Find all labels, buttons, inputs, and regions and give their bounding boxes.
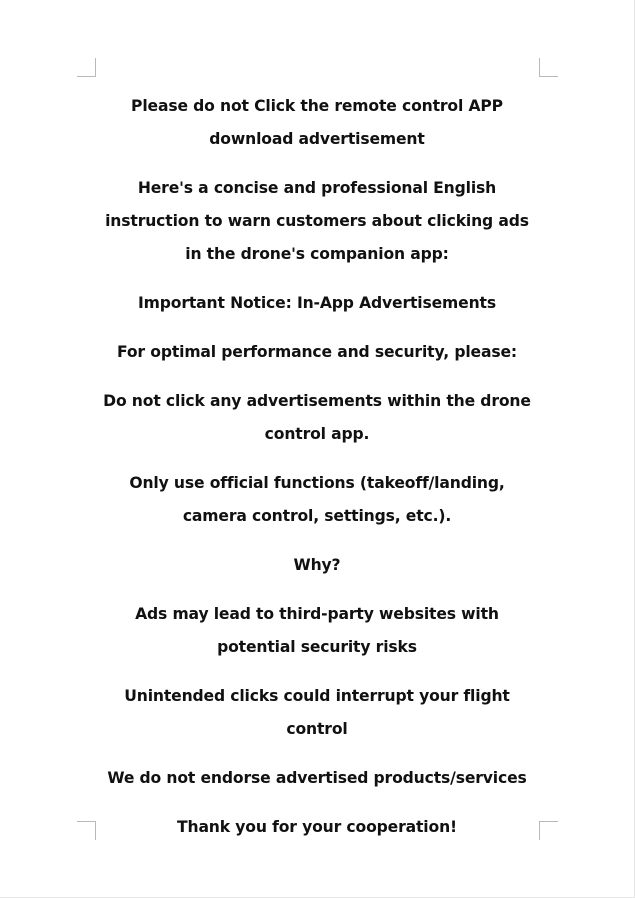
- margin-corner-mark-top-left: [77, 58, 96, 77]
- instruction-item: Only use official functions (takeoff/landing, camera control, settings, etc.).: [129, 474, 505, 525]
- margin-corner-mark-top-right: [539, 58, 558, 77]
- margin-corner-mark-bottom-left: [77, 821, 96, 840]
- intro-paragraph: Here's a concise and professional English instruction to warn customers about clicking ads in the drone's companion app:: [105, 179, 529, 263]
- instruction-item: Do not click any advertisements within the drone control app.: [103, 392, 531, 443]
- instruction-lead: For optimal performance and security, please:: [117, 343, 517, 361]
- why-heading: Why?: [293, 556, 341, 574]
- reason-item: Unintended clicks could interrupt your flight control: [124, 687, 510, 738]
- notice-heading: Please do not Click the remote control APP download advertisement: [131, 97, 503, 148]
- document-body: [95, 90, 539, 860]
- closing-line: Thank you for your cooperation!: [177, 818, 457, 836]
- important-notice-title: Important Notice: In-App Advertisements: [138, 294, 496, 312]
- reason-item: Ads may lead to third-party websites with potential security risks: [135, 605, 499, 656]
- margin-corner-mark-bottom-right: [539, 821, 558, 840]
- reason-item: We do not endorse advertised products/services: [107, 769, 527, 787]
